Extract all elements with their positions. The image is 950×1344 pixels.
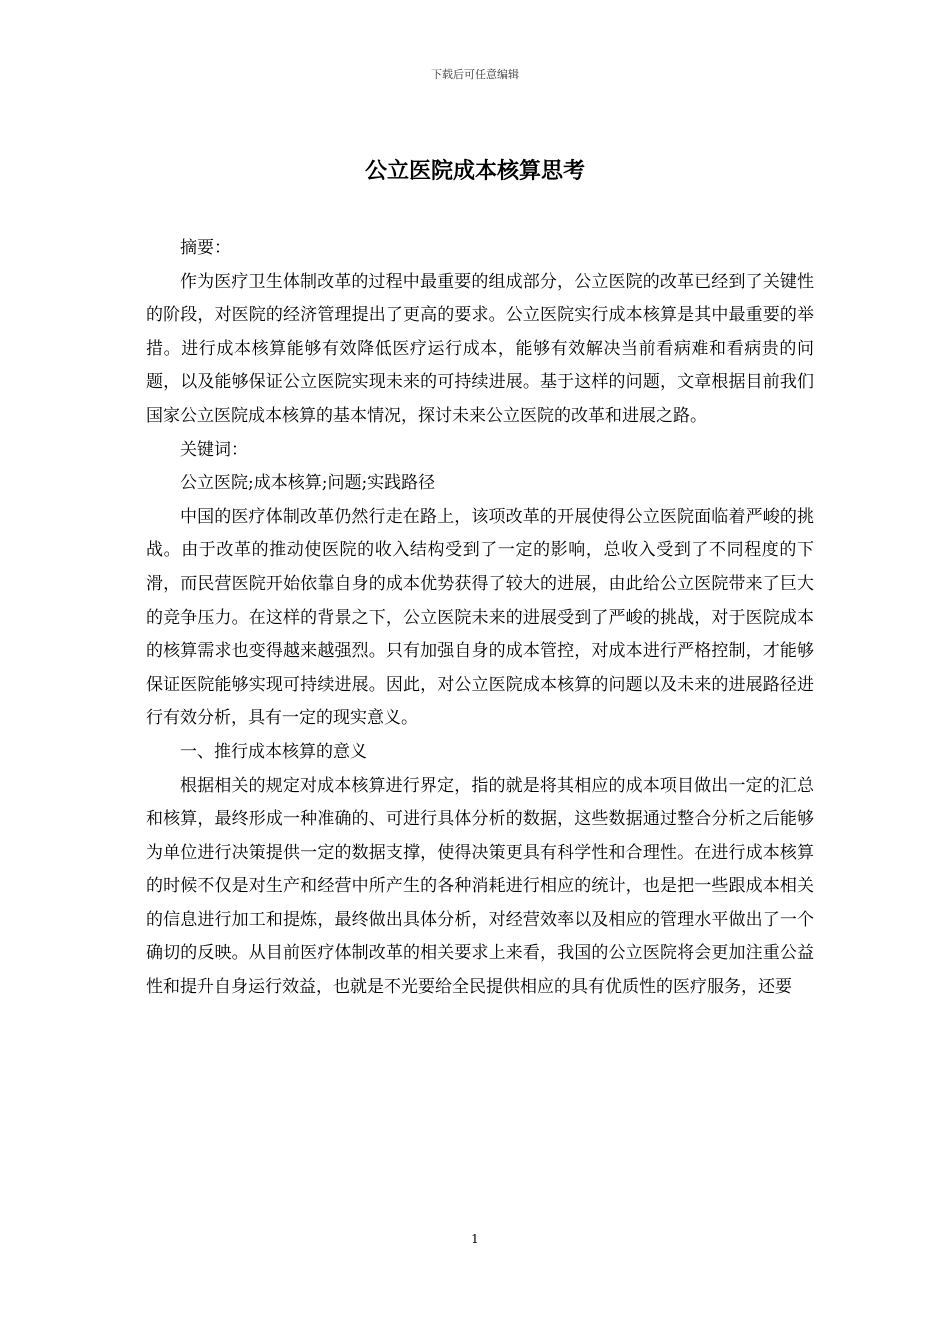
header-note: 下载后可任意编辑 [431, 68, 519, 81]
abstract-label: 摘要： [180, 238, 231, 258]
section-heading: 一、推行成本核算的意义 [180, 741, 367, 762]
abstract-paragraph: 作为医疗卫生体制改革的过程中最重要的组成部分，公立医院的改革已经到了关键性的阶段，对医院的经济管理提出了更高的要求。公立医院实行成本核算是其中最重要的举措。进行成本核算能够有效降低医疗运行成本，能够有效解决当前看病难和看病贵的问题，以及能够保证公立医院实现未来的可持续进展。基于这样的问题，文章根据目前我们国家公立医院成本核算的基本情况，探讨未来公立医院的改革和进展之路。 [146, 271, 814, 426]
keywords-label: 关键词： [180, 439, 248, 460]
page-number: 1 [471, 1232, 479, 1246]
intro-paragraph: 中国的医疗体制改革仍然行走在路上，该项改革的开展使得公立医院面临着严峻的挑战。由于改革的推动使医院的收入结构受到了一定的影响，总收入受到了不同程度的下滑，而民营医院开始依靠自身的成本优势获得了较大的进展，由此给公立医院带来了巨大的竞争压力。在这样的背景之下，公立医院未来的进展受到了严峻的挑战，对于医院成本的核算需求也变得越来越强烈。只有加强自身的成本管控，对成本进行严格控制，才能够保证医院能够实现可持续进展。因此，对公立医院成本核算的问题以及未来的进展路径进行有效分析，具有一定的现实意义。 [146, 506, 814, 729]
document-title: 公立医院成本核算思考 [364, 158, 585, 184]
keywords-paragraph: 公立医院;成本核算;问题;实践路径 [180, 473, 436, 494]
section-paragraph: 根据相关的规定对成本核算进行界定，指的就是将其相应的成本项目做出一定的汇总和核算，最终形成一种准确的、可进行具体分析的数据，这些数据通过整合分析之后能够为单位进行决策提供一定的数据支撑，使得决策更具有科学性和合理性。在进行成本核算的时候不仅是对生产和经营中所产生的各种消耗进行相应的统计，也是把一些跟成本相关的信息进行加工和提炼，最终做出具体分析，对经营效率以及相应的管理水平做出了一个确切的反映。从目前医疗体制改革的相关要求上来看，我国的公立医院将会更加注重公益性和提升自身运行效益，也就是不光要给全民提供相应的具有优质性的医疗服务，还要 [146, 775, 814, 998]
document-body [146, 232, 814, 1005]
